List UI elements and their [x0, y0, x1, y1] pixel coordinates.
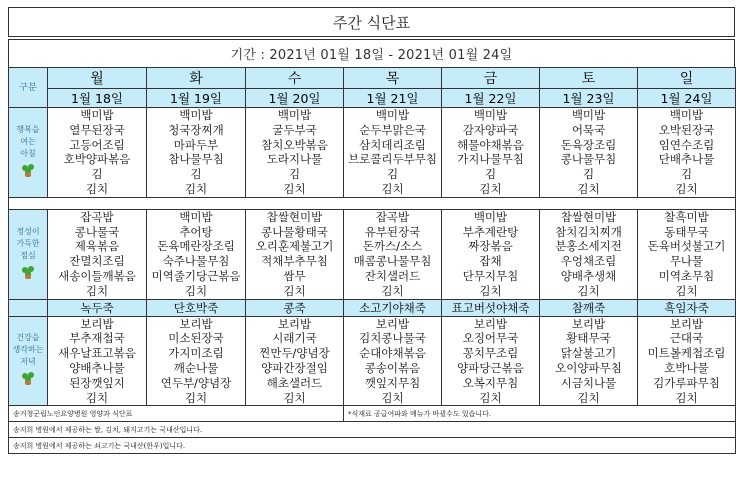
menu-item: 찹쌀현미밥 — [560, 209, 617, 224]
menu-item: 열무된장국 — [69, 122, 125, 137]
menu-item: 김치콩나물국 — [359, 331, 426, 346]
menu-item: 오이양파무침 — [555, 360, 622, 375]
day-fri: 금 — [442, 68, 540, 89]
menu-item: 백미밥 — [80, 108, 114, 122]
menu-item: 브로콜리두부무침 — [348, 152, 437, 167]
menu-item: 황태무국 — [566, 331, 611, 346]
menu-item: 순두부맑은국 — [359, 122, 426, 137]
menu-sheet — [1, 1, 739, 494]
menu-item: 깨순나물 — [173, 360, 219, 375]
menu-item: 미트볼케첩조림 — [647, 346, 726, 361]
menu-item: 오징어무국 — [462, 331, 519, 346]
menu-item: 잡곡밥 — [80, 209, 114, 224]
menu-item: 김 — [288, 167, 301, 182]
menu-item: 단배추나물 — [658, 152, 715, 167]
lunch-cell-day-0 — [48, 209, 147, 299]
menu-item: 김치 — [85, 390, 109, 405]
porridge-day-1: 단호박죽 — [147, 299, 246, 316]
menu-item: 고등어조림 — [69, 137, 125, 152]
menu-item: 찰흑미밥 — [664, 209, 709, 224]
menu-item: 양파간장절임 — [261, 360, 328, 375]
dinner-cell-day-2 — [246, 316, 344, 406]
menu-item: 추어탕 — [179, 224, 213, 239]
menu-item: 부추재첩국 — [69, 331, 125, 346]
menu-item: 김치 — [577, 181, 600, 196]
menu-item: 삼치데리조림 — [359, 137, 426, 152]
day-mon: 월 — [48, 68, 147, 89]
menu-item: 백미밥 — [277, 108, 312, 122]
plant-icon — [21, 265, 35, 279]
menu-item: 콩나물황태국 — [261, 224, 328, 239]
menu-item: 김 — [484, 167, 497, 182]
menu-item: 콩나물무침 — [560, 152, 617, 167]
breakfast-cell-day-2 — [246, 108, 344, 198]
menu-item: 돈까스/소스 — [362, 239, 423, 254]
menu-item: 보리밥 — [669, 316, 704, 331]
menu-item: 감자양파국 — [462, 122, 519, 137]
lunch-cell-day-4 — [442, 209, 540, 299]
menu-item: 김 — [680, 167, 693, 182]
menu-item: 콩나물국 — [74, 224, 120, 239]
menu-item: 유부된장국 — [364, 224, 421, 239]
menu-item: 미역줄기당근볶음 — [151, 268, 241, 283]
porridge-day-5: 참깨죽 — [540, 299, 638, 316]
menu-item: 굴두부국 — [272, 122, 317, 137]
menu-item: 분홍소세지전 — [555, 239, 622, 254]
date-tue: 1월 19일 — [147, 89, 246, 108]
menu-item: 김 — [190, 167, 202, 182]
menu-item: 양배추생채 — [560, 268, 617, 283]
menu-item: 김치 — [283, 181, 306, 196]
menu-item: 백미밥 — [375, 108, 410, 122]
menu-item: 보리밥 — [80, 316, 114, 331]
menu-item: 김치 — [675, 390, 698, 405]
plant-icon — [21, 163, 35, 177]
lunch-cell-day-2 — [246, 209, 344, 299]
lunch-cell-day-1 — [147, 209, 246, 299]
menu-item: 닭살불고기 — [560, 346, 617, 361]
lunch-cell-day-5 — [540, 209, 638, 299]
menu-item: 돈육버섯불고기 — [647, 239, 726, 254]
menu-item: 호박양파볶음 — [63, 152, 131, 167]
page-title: 주간 식단표 — [8, 7, 735, 37]
row-gap — [9, 197, 736, 209]
menu-item: 김치 — [283, 390, 306, 405]
breakfast-cell-day-4 — [442, 108, 540, 198]
menu-item: 부추계란탕 — [462, 224, 519, 239]
breakfast-cell-day-3 — [344, 108, 442, 198]
menu-item: 청국장찌개 — [168, 122, 224, 137]
breakfast-cell-day-6 — [638, 108, 736, 198]
menu-item: 김치 — [479, 390, 502, 405]
menu-item: 김치 — [577, 390, 600, 405]
menu-item: 김치 — [479, 181, 502, 196]
plant-icon — [21, 371, 35, 385]
day-thu: 목 — [344, 68, 442, 89]
date-fri: 1월 22일 — [442, 89, 540, 108]
day-sat: 토 — [540, 68, 638, 89]
menu-item: 제육볶음 — [74, 239, 120, 254]
menu-item: 무나물 — [669, 254, 704, 269]
menu-item: 시금치나물 — [560, 375, 617, 390]
menu-item: 새송이들깨볶음 — [58, 268, 136, 283]
breakfast-cell-day-5 — [540, 108, 638, 198]
menu-item: 잡채 — [479, 254, 502, 269]
menu-item: 잔치샐러드 — [364, 268, 421, 283]
menu-item: 근대국 — [669, 331, 704, 346]
porridge-day-2: 콩죽 — [246, 299, 344, 316]
menu-item: 돈육메란장조림 — [157, 239, 235, 254]
date-thu: 1월 21일 — [344, 89, 442, 108]
breakfast-label: 행복을 여는 아침 — [9, 108, 48, 198]
menu-item: 김치 — [381, 283, 404, 298]
menu-item: 오복지무침 — [462, 375, 519, 390]
menu-item: 김치 — [184, 181, 208, 196]
menu-item: 오박된장국 — [658, 122, 715, 137]
porridge-day-6: 흑임자죽 — [638, 299, 736, 316]
menu-item: 김 — [91, 167, 103, 182]
menu-item: 된장깻잎지 — [69, 375, 125, 390]
menu-item: 깻잎지무침 — [364, 375, 421, 390]
menu-item: 꽁치무조림 — [462, 346, 519, 361]
day-tue: 화 — [147, 68, 246, 89]
menu-item: 오리훈제불고기 — [255, 239, 334, 254]
menu-item: 해물야채볶음 — [457, 137, 524, 152]
menu-item: 김치 — [184, 283, 208, 298]
menu-item: 참치김치찌개 — [555, 224, 622, 239]
date-sun: 1월 24일 — [638, 89, 736, 108]
menu-item: 백미밥 — [473, 108, 508, 122]
menu-item: 양파당근볶음 — [457, 360, 524, 375]
date-sat: 1월 23일 — [540, 89, 638, 108]
dinner-cell-day-3 — [344, 316, 442, 406]
dinner-label: 건강을 생각하는 저녁 — [9, 316, 48, 406]
breakfast-cell-day-1 — [147, 108, 246, 198]
menu-item: 매콤콩나물무침 — [353, 254, 432, 269]
menu-item: 백미밥 — [571, 108, 606, 122]
menu-item: 김가루파무침 — [653, 375, 720, 390]
menu-item: 콩송이볶음 — [364, 360, 421, 375]
menu-item: 미역초무침 — [658, 268, 715, 283]
note-disclaimer: *식재료 공급여파와 메뉴가 바뀔수도 있습니다. — [344, 406, 736, 422]
menu-item: 찹쌀현미밥 — [266, 209, 323, 224]
menu-item: 임연수조림 — [658, 137, 715, 152]
menu-item: 양배추나물 — [69, 360, 125, 375]
menu-item: 숙주나물무침 — [162, 254, 230, 269]
note-origin-beef: 송저희 병원에서 제공하는 쇠고기는 국내산(한우)입니다. — [9, 438, 736, 454]
menu-item: 보리밥 — [375, 316, 410, 331]
period-text: 기간 : 2021년 01월 18일 - 2021년 01월 24일 — [8, 39, 735, 67]
menu-item: 마파두부 — [173, 137, 219, 152]
dinner-cell-day-4 — [442, 316, 540, 406]
menu-item: 백미밥 — [669, 108, 704, 122]
menu-item: 새우날표고볶음 — [58, 346, 136, 361]
menu-item: 백미밥 — [473, 209, 508, 224]
dinner-cell-day-1 — [147, 316, 246, 406]
menu-item: 미소된장국 — [168, 331, 224, 346]
menu-item: 김치 — [85, 283, 109, 298]
menu-table — [8, 67, 736, 454]
menu-item: 연두부/양념장 — [160, 375, 232, 390]
menu-item: 순대야채볶음 — [359, 346, 426, 361]
menu-item: 시래기국 — [272, 331, 317, 346]
menu-item: 참나물무침 — [168, 152, 224, 167]
day-wed: 수 — [246, 68, 344, 89]
menu-item: 김치 — [283, 283, 306, 298]
menu-item: 찐만두/양념장 — [259, 346, 330, 361]
menu-item: 돈육장조림 — [560, 137, 617, 152]
note-hospital: 송거청군립노인요양병원 영양과 식단표 — [9, 406, 344, 422]
note-origin-rice: 송저희 병원에서 제공하는 쌀, 김치, 돼지고기는 국내산입니다. — [9, 422, 736, 438]
date-mon: 1월 18일 — [48, 89, 147, 108]
menu-item: 도라지나물 — [266, 152, 323, 167]
dinner-cell-day-0 — [48, 316, 147, 406]
dinner-cell-day-5 — [540, 316, 638, 406]
menu-item: 적채부추무침 — [261, 254, 328, 269]
menu-item: 단무지무침 — [462, 268, 519, 283]
menu-item: 김치 — [184, 390, 208, 405]
menu-item: 가지미조림 — [168, 346, 224, 361]
lunch-cell-day-6 — [638, 209, 736, 299]
menu-item: 백미밥 — [179, 108, 213, 122]
menu-item: 김치 — [381, 181, 404, 196]
porridge-label-empty — [9, 299, 48, 316]
menu-item: 보리밥 — [571, 316, 606, 331]
menu-item: 짜장볶음 — [468, 239, 513, 254]
menu-item: 가지나물무침 — [457, 152, 524, 167]
menu-item: 보리밥 — [277, 316, 312, 331]
menu-item: 동태무국 — [664, 224, 709, 239]
menu-item: 김치 — [675, 181, 698, 196]
menu-item: 어묵국 — [571, 122, 606, 137]
gubun-label: 구분 — [9, 68, 48, 108]
menu-item: 백미밥 — [179, 209, 213, 224]
menu-item: 쌈무 — [283, 268, 306, 283]
breakfast-cell-day-0 — [48, 108, 147, 198]
menu-item: 김치 — [85, 181, 109, 196]
menu-item: 보리밥 — [179, 316, 213, 331]
menu-item: 우엉채조림 — [560, 254, 617, 269]
lunch-cell-day-3 — [344, 209, 442, 299]
dinner-cell-day-6 — [638, 316, 736, 406]
menu-item: 해초샐러드 — [266, 375, 323, 390]
menu-item: 김 — [582, 167, 595, 182]
menu-item: 김치 — [577, 283, 600, 298]
menu-item: 김 — [386, 167, 399, 182]
lunch-label: 정성이 가득한 점심 — [9, 209, 48, 299]
menu-item: 참치오박볶음 — [261, 137, 328, 152]
menu-item: 잔멸치조림 — [69, 254, 125, 269]
menu-item: 잡곡밥 — [375, 209, 410, 224]
porridge-day-4: 표고버섯야채죽 — [442, 299, 540, 316]
menu-item: 김치 — [479, 283, 502, 298]
menu-item: 김치 — [675, 283, 698, 298]
date-wed: 1월 20일 — [246, 89, 344, 108]
menu-item: 호박나물 — [664, 360, 709, 375]
porridge-day-0: 녹두죽 — [48, 299, 147, 316]
porridge-day-3: 소고기야채죽 — [344, 299, 442, 316]
menu-item: 김치 — [381, 390, 404, 405]
day-sun: 일 — [638, 68, 736, 89]
menu-item: 보리밥 — [473, 316, 508, 331]
